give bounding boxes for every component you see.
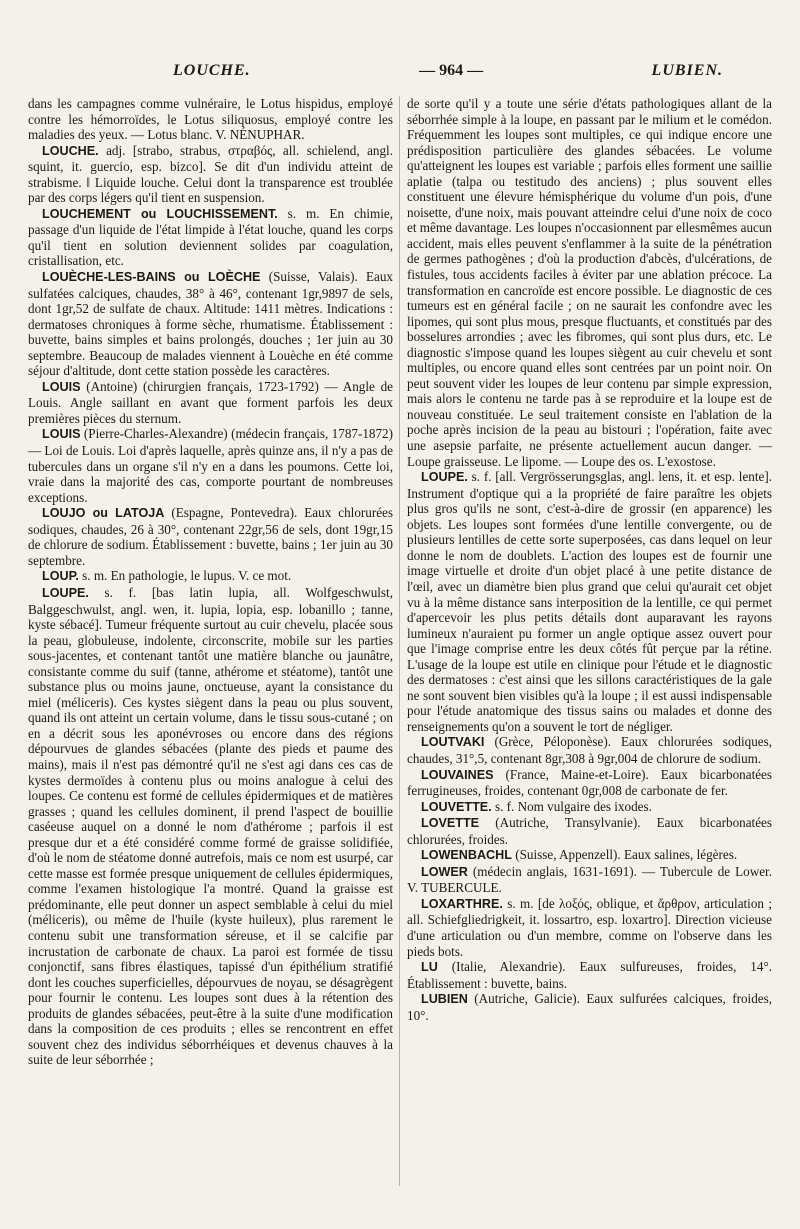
right-column [407, 96, 772, 1068]
entry-definition: s. f. [bas latin lupia, all. Wolfgeschwulst, Balggeschwulst, angl. wen, it. lupia, lopia, esp. lobanillo ; tanne, kyste sébacé]. Tumeur fréquente surtout au cuir chevelu, placée sous la peau, globuleuse, indolente, circonscrite, mobile sur les parties sous-jacentes, et contenant tantôt une matière blanche ou jaunâtre, consistante comme du suif (tanne, athérome et stéatome), tantôt une substance plus ou moins jaune, onctueuse, ayant la consistance du miel (méliceris). Ces kystes siègent dans la peau ou plus souvent, quand ils ont atteint un certain volume, dans le tissu sous-cutané ; on en a décrit sous les aponévroses ou encore dans des régions dépourvues de glandes sébacées (plante des pieds et paume des mains), mais il n'est pas démontré qu'il ne s'est agi dans ces cas de kystes dermoïdes à contenu plus ou moins analogue à celui des loupes. Ce contenu est formé de cellules épidermiques et de matières grasses ; quand les cellules dominent, il prend l'aspect de bouillie caséeuse auquel on a donné le nom d'athérome ; parfois il est presque dur et a été considéré comme formé de graisse solidifiée, d'où le nom de stéatome donné autrefois, mais ce nom est usurpé, car cette masse est formée presque uniquement de cellules épidermiques, comme l'examen histologique l'a montré. Quand la graisse est prédominante, elle peut donner un aspect semblable à celui du miel (méliceris), ou même de l'huile (kyste huileux), plus rarement le contenu subit une transformation séreuse, et il se calcifie par incrustation de carbonate de chaux. La paroi est formée de tissu conjonctif, sans fibres élastiques, tapissé d'un épithélium stratifié dont les couches superficielles, dépourvues de noyau, se désagrègent pour fournir le contenu. Les loupes sont dues à la rétention des produits de glandes sébacées, peut-être à la suite d'une modification dans la composition de ces produits ; elles se rencontrent en effet souvent chez des individus séborrhéiques et devenus chauves à la suite de leur séborrhée ; [28, 584, 393, 1068]
entry-headword: LUBIEN [421, 992, 468, 1007]
entry-headword: LOWER [421, 864, 468, 879]
entry-definition: s. f. Nom vulgaire des ixodes. [491, 798, 652, 814]
dictionary-entry [407, 469, 772, 734]
entry-headword: LOWENBACHL [421, 848, 512, 863]
dictionary-entry [28, 143, 393, 206]
entry-headword: LOUCHE. [42, 143, 99, 158]
entry-headword: LOUÈCHE-LES-BAINS ou LOÈCHE [42, 270, 261, 285]
header-left-word: LOUCHE. [173, 62, 251, 79]
continued-text: de sorte qu'il y a toute une série d'états pathologiques allant de la séborrhée simple à la loupe, en passant par le milium et le comédon. Fréquemment les loupes sont multiples, ce qui indique encore une prédisposition particulière des glandes sébacées. Le volume qu'atteignent les loupes est variable ; parfois elles forment une saillie aplatie (talpa ou testitudo des anciens) ; plus souvent elles constituent une élevure hémisphérique du volume d'un pois, d'une noisette, d'une noix, mais pouvant atteindre celui d'une noix de coco et même davantage. Les loupes n'occasionnent par ellesmêmes aucun accident, mais elles peuvent s'enflammer à la suite de la pénétration de germes pathogènes ; d'où la production d'abcès, d'ulcérations, de fistules, tous accidents faciles à éviter par une ablation précoce. La transformation en cancroïde est encore possible. Le diagnostic de ces tumeurs est en général facile ; on ne saurait les confondre avec les lipomes, qui sont plus mous, presque fluctuants, et constitués par des bosselures arrondies ; avec les fibromes, qui sont plus durs, etc. Le diagnostic s'impose quand les loupes siègent au cuir chevelu et sont multiples, ou encore quand elles sont centrées par un point noir. On peut souvent vider les loupes de leur contenu par simple expression, mais alors le contenu ne tarde pas à se reproduire et la loupe est de nouveau constituée. Le seul traitement consiste en l'ablation de la poche après incision de la peau au bistouri ; l'opération, faite avec une asepsie parfaite, ne présente actuellement aucun danger. — Loupe graisseuse. Le lipome. — Loupe des os. L'exostose. [407, 96, 772, 469]
running-header [28, 62, 768, 80]
page-number: — 964 — [419, 62, 484, 79]
entry-headword: LOUCHEMENT ou LOUCHISSEMENT. [42, 206, 278, 221]
entry-definition: (Antoine) (chirurgien français, 1723-1792) — Angle de Louis. Angle saillant en avant que forment parfois les deux premières pièces du sternum. [28, 378, 393, 426]
entry-headword: LOUVETTE. [421, 799, 492, 814]
entry-definition: (médecin anglais, 1631-1691). — Tubercule de Lower. V. TUBERCULE. [407, 863, 772, 896]
entry-definition: (France, Maine-et-Loire). Eaux bicarbonatées ferrugineuses, froides, contenant 0gr,008 de carbonate de fer. [407, 766, 772, 799]
entry-definition: (Autriche, Galicie). Eaux sulfurées calciques, froides, 10°. [407, 991, 772, 1023]
entry-definition: (Pierre-Charles-Alexandre) (médecin français, 1787-1872) — Loi de Louis. Loi d'après laquelle, après quinze ans, il n'y a pas de tubercules dans un organe s'il n'y en a dans les poumons. Cette loi, vraie dans la majorité des cas, comporte pourtant de nombreuses exceptions. [28, 426, 393, 505]
entry-headword: LOUPE. [42, 585, 89, 600]
entry-headword: LOVETTE [421, 816, 480, 831]
entry-definition: s. m. [de λοξός, oblique, et ἄρθρον, articulation ; all. Schiefgliedrigkeit, it. lossartro, esp. loxartro]. Direction vicieuse d'une articulation ou d'un membre, comme on l'observe dans les pieds bots. [407, 895, 772, 959]
dictionary-entry [28, 585, 393, 1068]
dictionary-entry [407, 847, 772, 864]
dictionary-entry [28, 568, 393, 585]
dictionary-entry [407, 734, 772, 766]
entry-definition: s. m. En pathologie, le lupus. V. ce mot. [78, 568, 292, 584]
entry-definition: (Suisse, Appenzell). Eaux salines, légères. [511, 847, 738, 863]
entry-definition: (Suisse, Valais). Eaux sulfatées calciques, chaudes, 38° à 46°, contenant 1gr,9897 de sels, dont 1gr,52 de sulfate de chaux. Altitude: 1411 mètres. Indications : dermatoses chroniques à forme sèche, rhumatisme. Établissement : buvette, bains simples et bains prolongés, douches ; 1er juin au 30 septembre. Beaucoup de malades viennent à Louèche en été comme séjour d'altitude, dont cette station possède les caractères. [28, 269, 393, 379]
dictionary-entry [28, 269, 393, 379]
dictionary-entry [407, 991, 772, 1023]
dictionary-entry [28, 379, 393, 427]
left-column [28, 96, 393, 1068]
dictionary-entry [28, 505, 393, 568]
dictionary-entry [407, 799, 772, 816]
entry-headword: LOUJO ou LATOJA [42, 506, 165, 521]
dictionary-entry [407, 767, 772, 799]
dictionary-entry [28, 426, 393, 505]
entry-headword: LOUP. [42, 569, 79, 584]
entry-headword: LU [421, 960, 438, 975]
entry-definition: adj. [strabo, strabus, στραβός, all. schielend, angl. squint, it. guercio, esp. bizco]. Se dit d'un individu atteint de strabisme. ‖ Liquide louche. Celui dont la transparence est troublée par des corps légers qu'il tient en suspension. [28, 142, 393, 206]
entry-definition: (Italie, Alexandrie). Eaux sulfureuses, froides, 14°. Établissement : buvette, bains. [407, 959, 772, 991]
entry-definition: s. m. En chimie, passage d'un liquide de l'état limpide à l'état louche, quand les corps qu'il tient en solution deviennent solides par coagulation, cristallisation, etc. [28, 205, 393, 269]
dictionary-entry [28, 206, 393, 269]
header-right-word: LUBIEN. [651, 62, 723, 79]
dictionary-entry [407, 864, 772, 896]
entry-definition: s. f. [all. Vergrösserungsglas, angl. lens, it. et esp. lente]. Instrument d'optique qui a la propriété de faire paraître les objets plus gros qu'ils ne sont, c'est-à-dire de grossir (en apparence) les objets. Les loupes sont formées d'une lentille convergente, ou de plusieurs lentilles de cette sorte superposées, cas dans lequel on leur donne le nom de doublets. L'action des loupes est de fournir une image virtuelle et droite d'un objet placé à une petite distance de l'œil, avec un diamètre bien plus grand que celui qu'aurait cet objet vu à la même distance sans interposition de la lentille, ce qui permet d'apercevoir les plus petits détails dont auparavant les rayons lumineux n'auraient pu former un angle optique assez ouvert pour que l'image comprise entre les deux côtés fût perçue par la rétine. L'usage de la loupe est utile en clinique pour l'étude et le diagnostic des dermatoses : c'est ainsi que les sillons caractéristiques de la gale ne sont souvent bien visibles qu'à la loupe ; il est aussi indispensable pour l'étude anatomique des tissus sains ou malades et donne des renseignements qu'on a souvent le tort de négliger. [407, 469, 772, 734]
entry-headword: LOUVAINES [421, 767, 494, 782]
entry-headword: LOUTVAKI [421, 735, 485, 750]
dictionary-entry [407, 896, 772, 959]
entry-headword: LOUIS [42, 427, 81, 442]
entry-headword: LOXARTHRE. [421, 896, 503, 911]
dictionary-entry [407, 815, 772, 847]
entry-headword: LOUPE. [421, 470, 468, 485]
entry-definition: (Espagne, Pontevedra). Eaux chlorurées sodiques, chaudes, 26 à 30°, contenant 22gr,56 de sels, dont 19gr,15 de chlorure de sodium. Établissement : buvette, bains ; 1er juin au 30 septembre. [28, 505, 393, 568]
entry-headword: LOUIS [42, 379, 81, 394]
continued-text: dans les campagnes comme vulnéraire, le Lotus hispidus, employé contre les hémorroïdes, le Lotus siliquosus, employé contre les maladies des yeux. — Lotus blanc. V. NÉNUPHAR. [28, 96, 393, 143]
entry-definition: (Grèce, Péloponèse). Eaux chlorurées sodiques, chaudes, 31°,5, contenant 8gr,308 à 9gr,004 de chlorure de sodium. [407, 734, 772, 766]
dictionary-entry [407, 959, 772, 991]
text-columns [28, 96, 772, 1068]
entry-definition: (Autriche, Transylvanie). Eaux bicarbonatées chlorurées, froides. [407, 815, 772, 847]
